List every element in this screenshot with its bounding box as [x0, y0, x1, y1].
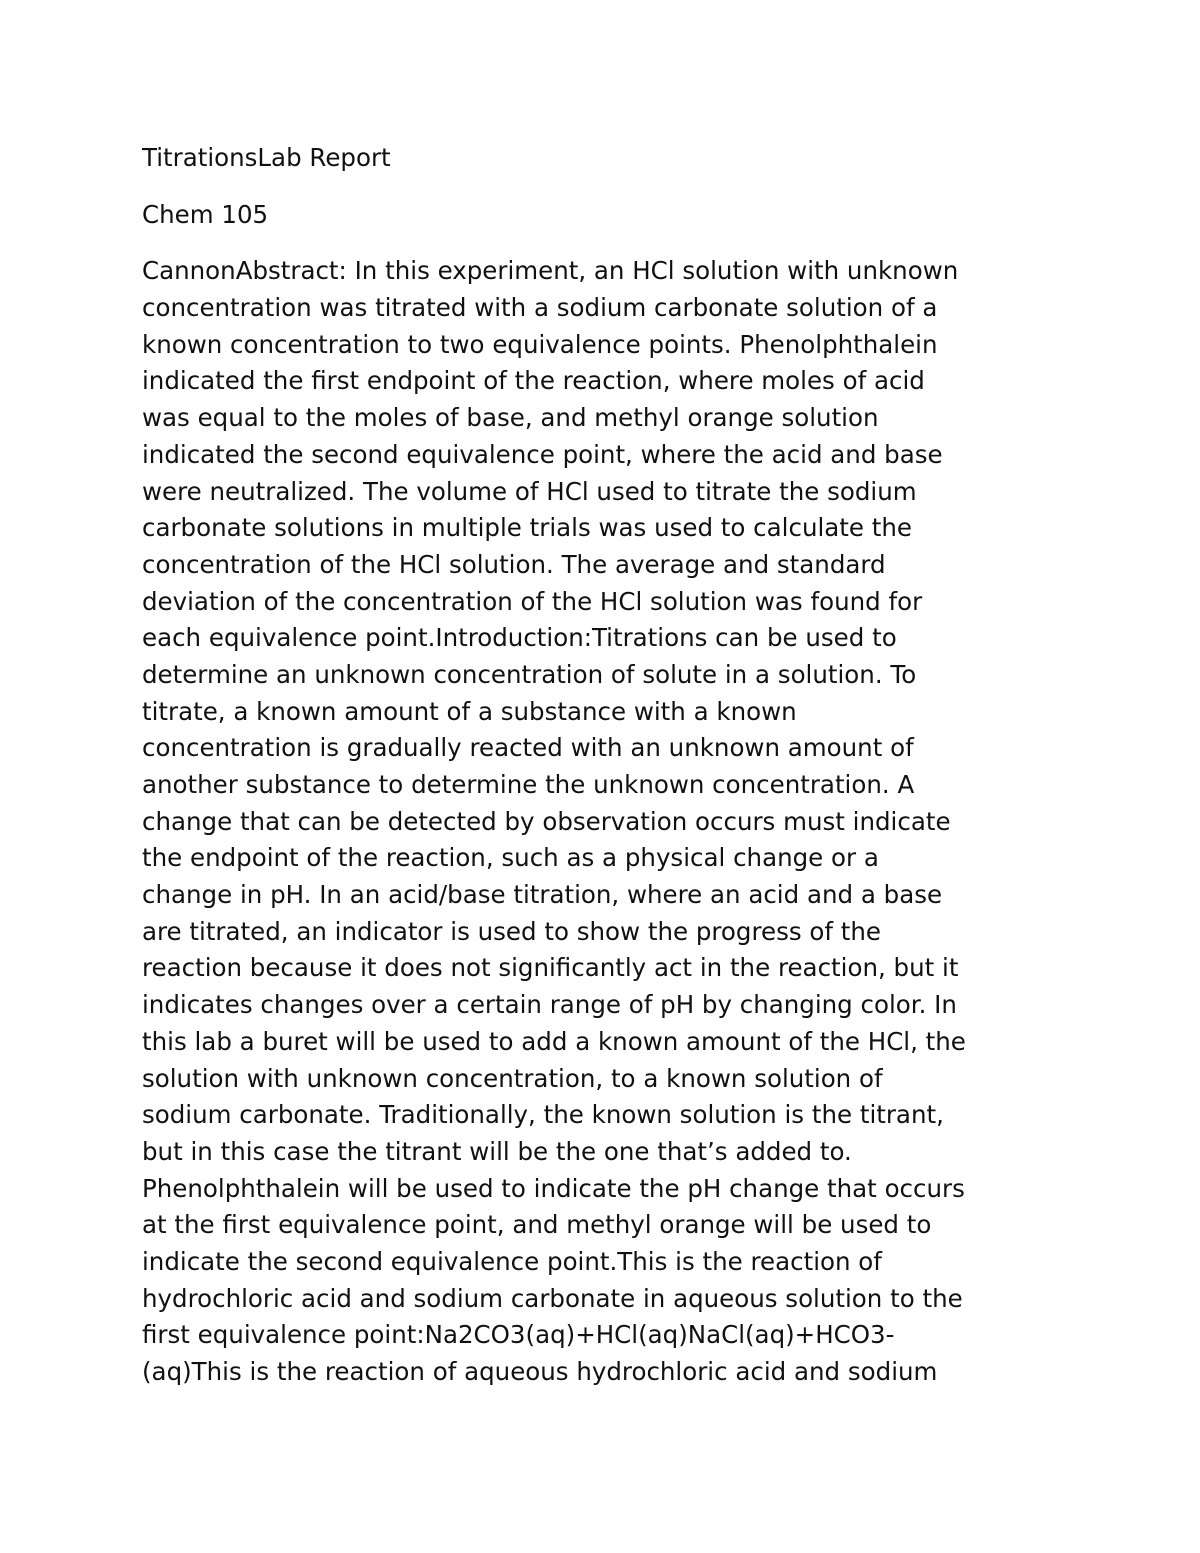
body-line: were neutralized. The volume of HCl used to titrate the sodium: [142, 476, 917, 506]
body-line: indicate the second equivalence point.This is the reaction of: [142, 1246, 882, 1276]
body-line: indicated the first endpoint of the reaction, where moles of acid: [142, 366, 925, 396]
body-line: each equivalence point.Introduction:Titrations can be used to: [142, 623, 897, 653]
body-line: the endpoint of the reaction, such as a physical change or a: [142, 843, 879, 873]
body-line: concentration is gradually reacted with an unknown amount of: [142, 733, 914, 763]
body-line: determine an unknown concentration of solute in a solution. To: [142, 659, 917, 689]
body-line: CannonAbstract: In this experiment, an HCl solution with unknown: [142, 256, 959, 286]
body-line: solution with unknown concentration, to a known solution of: [142, 1063, 883, 1093]
body-line: are titrated, an indicator is used to show the progress of the: [142, 916, 881, 946]
document-title: TitrationsLab Report: [142, 143, 391, 172]
body-line: change that can be detected by observation occurs must indicate: [142, 806, 951, 836]
body-line: indicates changes over a certain range of pH by changing color. In: [142, 990, 957, 1020]
body-line: change in pH. In an acid/base titration, where an acid and a base: [142, 880, 943, 910]
body-line: concentration was titrated with a sodium carbonate solution of a: [142, 293, 938, 323]
body-line: indicated the second equivalence point, where the acid and base: [142, 439, 943, 469]
body-line: reaction because it does not significantly act in the reaction, but it: [142, 953, 959, 983]
body-line: carbonate solutions in multiple trials was used to calculate the: [142, 513, 912, 543]
body-line: this lab a buret will be used to add a known amount of the HCl, the: [142, 1026, 966, 1056]
body-line: (aq)This is the reaction of aqueous hydrochloric acid and sodium: [142, 1357, 938, 1386]
body-line: but in this case the titrant will be the one that’s added to.: [142, 1136, 852, 1166]
document-text: [142, 140, 1082, 1391]
body-line: sodium carbonate. Traditionally, the known solution is the titrant,: [142, 1100, 944, 1130]
body-line: Phenolphthalein will be used to indicate the pH change that occurs: [142, 1173, 965, 1203]
body-line: first equivalence point:Na2CO3(aq)+HCl(aq)NaCl(aq)+HCO3-: [142, 1320, 895, 1350]
body-line: titrate, a known amount of a substance with a known: [142, 696, 797, 726]
body-line: deviation of the concentration of the HCl solution was found for: [142, 586, 923, 616]
body-line: concentration of the HCl solution. The average and standard: [142, 549, 886, 579]
body-line: at the first equivalence point, and methyl orange will be used to: [142, 1210, 932, 1240]
body-line: another substance to determine the unknown concentration. A: [142, 770, 915, 799]
body-line: was equal to the moles of base, and methyl orange solution: [142, 403, 879, 433]
course-line: Chem 105: [142, 199, 269, 229]
body-line: hydrochloric acid and sodium carbonate in aqueous solution to the: [142, 1283, 963, 1313]
document-body: [142, 253, 1082, 1390]
body-line: known concentration to two equivalence points. Phenolphthalein: [142, 329, 938, 359]
